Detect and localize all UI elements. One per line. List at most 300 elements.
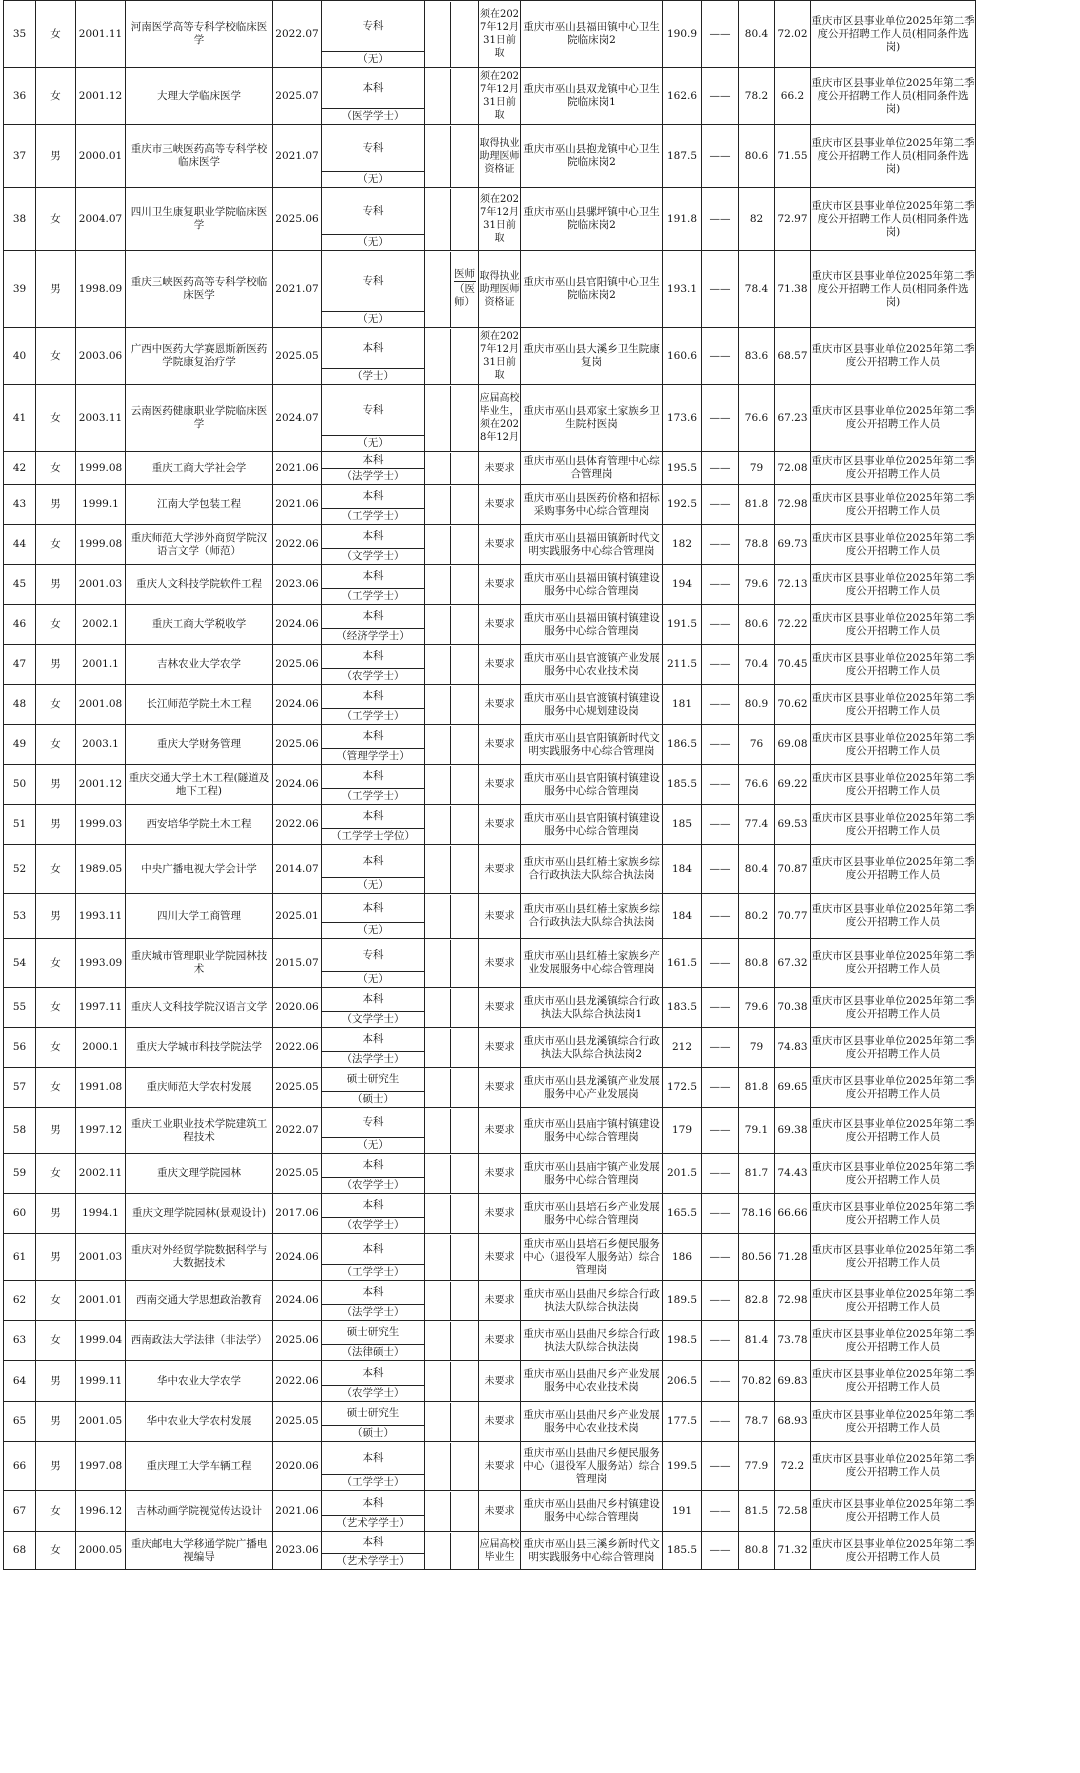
certificate-spacer bbox=[425, 126, 450, 187]
education-level: 专科 bbox=[362, 1116, 384, 1128]
col-education bbox=[322, 805, 425, 845]
col-grad-date: 2023.06 bbox=[273, 1532, 322, 1570]
certificate-spacer bbox=[425, 1533, 450, 1569]
col-interview-score: 79.1 bbox=[739, 1108, 775, 1154]
col-interview-score: 77.4 bbox=[739, 805, 775, 845]
col-certificate bbox=[425, 565, 479, 605]
col-certificate bbox=[425, 725, 479, 765]
certificate-wrap bbox=[425, 646, 478, 684]
col-education bbox=[322, 68, 425, 125]
col-education bbox=[322, 645, 425, 685]
col-interview-score: 79.6 bbox=[739, 565, 775, 605]
col-written-score: 185.5 bbox=[663, 765, 702, 805]
col-extra-score: —— bbox=[702, 1281, 739, 1321]
col-total-score: 72.02 bbox=[775, 1, 811, 68]
certificate-cell bbox=[450, 846, 478, 893]
col-remark: 重庆市区县事业单位2025年第二季度公开招聘工作人员 bbox=[811, 845, 976, 894]
col-certificate bbox=[425, 1154, 479, 1194]
degree: （管理学学士） bbox=[322, 748, 424, 764]
col-no: 41 bbox=[4, 385, 36, 452]
col-school-major: 长江师范学院土木工程 bbox=[126, 685, 273, 725]
col-remark: 重庆市区县事业单位2025年第二季度公开招聘工作人员 bbox=[811, 1491, 976, 1532]
col-remark: 重庆市区县事业单位2025年第二季度公开招聘工作人员 bbox=[811, 565, 976, 605]
col-note: 未要求 bbox=[479, 1234, 521, 1281]
degree: （农学学士） bbox=[322, 668, 424, 684]
certificate-wrap bbox=[425, 686, 478, 724]
col-written-score: 191.8 bbox=[663, 188, 702, 251]
degree: （硕士） bbox=[322, 1425, 424, 1441]
certificate-spacer bbox=[425, 940, 450, 987]
col-position: 重庆市巫山县官阳镇村镇建设服务中心综合管理岗 bbox=[521, 765, 663, 805]
col-total-score: 70.87 bbox=[775, 845, 811, 894]
education-level: 专科 bbox=[362, 274, 384, 287]
certificate-spacer bbox=[425, 2, 450, 67]
col-no: 37 bbox=[4, 125, 36, 188]
certificate-spacer bbox=[425, 1195, 450, 1233]
col-certificate bbox=[425, 1321, 479, 1361]
table-row bbox=[4, 68, 976, 125]
col-gender: 女 bbox=[36, 605, 76, 645]
certificate-wrap bbox=[425, 989, 478, 1027]
col-birth: 1989.05 bbox=[76, 845, 126, 894]
col-certificate bbox=[425, 939, 479, 988]
col-written-score: 212 bbox=[663, 1028, 702, 1068]
degree: （工学学士） bbox=[322, 588, 424, 604]
col-position: 重庆市巫山县官阳镇新时代文明实践服务中心综合管理岗 bbox=[521, 725, 663, 765]
col-education bbox=[322, 1194, 425, 1234]
col-written-score: 161.5 bbox=[663, 939, 702, 988]
col-note: 未要求 bbox=[479, 1194, 521, 1234]
col-interview-score: 80.8 bbox=[739, 939, 775, 988]
col-note: 未要求 bbox=[479, 1068, 521, 1108]
col-certificate bbox=[425, 1234, 479, 1281]
col-grad-date: 2025.05 bbox=[273, 1068, 322, 1108]
col-gender: 男 bbox=[36, 765, 76, 805]
degree: （无） bbox=[322, 922, 424, 938]
degree: （无） bbox=[322, 234, 424, 250]
col-total-score: 72.2 bbox=[775, 1442, 811, 1491]
col-no: 42 bbox=[4, 452, 36, 485]
col-extra-score: —— bbox=[702, 452, 739, 485]
table-row bbox=[4, 1402, 976, 1442]
col-grad-date: 2014.07 bbox=[273, 845, 322, 894]
col-note: 未要求 bbox=[479, 1108, 521, 1154]
col-extra-score: —— bbox=[702, 805, 739, 845]
col-birth: 2001.11 bbox=[76, 1, 126, 68]
table-row bbox=[4, 939, 976, 988]
col-remark: 重庆市区县事业单位2025年第二季度公开招聘工作人员 bbox=[811, 805, 976, 845]
col-birth: 1999.03 bbox=[76, 805, 126, 845]
col-certificate bbox=[425, 525, 479, 565]
degree: （学士） bbox=[322, 368, 424, 384]
col-grad-date: 2022.06 bbox=[273, 1361, 322, 1402]
col-position: 重庆市巫山县曲尺乡产业发展服务中心农业技术岗 bbox=[521, 1402, 663, 1442]
education-level: 本科 bbox=[362, 730, 384, 742]
col-remark: 重庆市区县事业单位2025年第二季度公开招聘工作人员 bbox=[811, 1068, 976, 1108]
education-level: 本科 bbox=[362, 1536, 384, 1548]
col-education bbox=[322, 251, 425, 328]
col-gender: 男 bbox=[36, 1442, 76, 1491]
col-extra-score: —— bbox=[702, 1194, 739, 1234]
col-note: 未要求 bbox=[479, 988, 521, 1028]
certificate-spacer bbox=[425, 1155, 450, 1193]
col-extra-score: —— bbox=[702, 1402, 739, 1442]
col-position: 重庆市巫山县三溪乡新时代文明实践服务中心综合管理岗 bbox=[521, 1532, 663, 1570]
col-total-score: 71.28 bbox=[775, 1234, 811, 1281]
col-interview-score: 78.2 bbox=[739, 68, 775, 125]
certificate-spacer bbox=[425, 1443, 450, 1490]
col-written-score: 160.6 bbox=[663, 328, 702, 385]
table-row bbox=[4, 645, 976, 685]
col-school-major: 江南大学包装工程 bbox=[126, 485, 273, 525]
education-level: 本科 bbox=[362, 1496, 384, 1509]
certificate-wrap bbox=[425, 806, 478, 844]
col-no: 60 bbox=[4, 1194, 36, 1234]
certificate-wrap bbox=[425, 606, 478, 644]
col-education bbox=[322, 894, 425, 939]
col-written-score: 194 bbox=[663, 565, 702, 605]
degree: （无） bbox=[322, 1137, 424, 1153]
col-total-score: 70.62 bbox=[775, 685, 811, 725]
certificate-wrap bbox=[425, 69, 478, 124]
col-birth: 2002.11 bbox=[76, 1154, 126, 1194]
col-gender: 女 bbox=[36, 1154, 76, 1194]
col-total-score: 71.38 bbox=[775, 251, 811, 328]
col-note: 未要求 bbox=[479, 452, 521, 485]
col-remark: 重庆市区县事业单位2025年第二季度公开招聘工作人员(相同条件选岗) bbox=[811, 1, 976, 68]
col-extra-score: —— bbox=[702, 605, 739, 645]
table-row bbox=[4, 1442, 976, 1491]
col-grad-date: 2024.06 bbox=[273, 1281, 322, 1321]
certificate-wrap bbox=[425, 1235, 478, 1280]
col-gender: 男 bbox=[36, 1108, 76, 1154]
certificate-spacer bbox=[425, 895, 450, 938]
education-level: 本科 bbox=[362, 1286, 384, 1298]
certificate-spacer bbox=[425, 1322, 450, 1360]
certificate-cell bbox=[450, 2, 478, 67]
col-no: 52 bbox=[4, 845, 36, 894]
table-row bbox=[4, 1532, 976, 1570]
education-level: 本科 bbox=[362, 1199, 384, 1211]
col-no: 36 bbox=[4, 68, 36, 125]
certificate-cell bbox=[450, 646, 478, 684]
col-total-score: 72.98 bbox=[775, 485, 811, 525]
col-extra-score: —— bbox=[702, 1154, 739, 1194]
col-total-score: 70.77 bbox=[775, 894, 811, 939]
degree: （工学学士） bbox=[322, 788, 424, 804]
col-remark: 重庆市区县事业单位2025年第二季度公开招聘工作人员 bbox=[811, 765, 976, 805]
col-school-major: 重庆文理学院园林 bbox=[126, 1154, 273, 1194]
col-note: 未要求 bbox=[479, 1491, 521, 1532]
col-grad-date: 2024.06 bbox=[273, 1234, 322, 1281]
col-note: 未要求 bbox=[479, 1402, 521, 1442]
col-written-score: 182 bbox=[663, 525, 702, 565]
col-extra-score: —— bbox=[702, 328, 739, 385]
col-birth: 2000.01 bbox=[76, 125, 126, 188]
col-birth: 1993.09 bbox=[76, 939, 126, 988]
col-certificate bbox=[425, 1532, 479, 1570]
col-written-score: 198.5 bbox=[663, 1321, 702, 1361]
col-grad-date: 2017.06 bbox=[273, 1194, 322, 1234]
col-remark: 重庆市区县事业单位2025年第二季度公开招聘工作人员 bbox=[811, 525, 976, 565]
col-grad-date: 2025.06 bbox=[273, 645, 322, 685]
col-birth: 2001.08 bbox=[76, 685, 126, 725]
table-row bbox=[4, 1361, 976, 1402]
col-certificate bbox=[425, 685, 479, 725]
education-level: 本科 bbox=[362, 1159, 384, 1171]
col-remark: 重庆市区县事业单位2025年第二季度公开招聘工作人员 bbox=[811, 385, 976, 452]
table-row bbox=[4, 125, 976, 188]
col-position: 重庆市巫山县官渡镇产业发展服务中心农业技术岗 bbox=[521, 645, 663, 685]
col-remark: 重庆市区县事业单位2025年第二季度公开招聘工作人员(相同条件选岗) bbox=[811, 188, 976, 251]
certificate-wrap bbox=[425, 126, 478, 187]
degree: （医学学士） bbox=[322, 108, 424, 124]
col-certificate bbox=[425, 125, 479, 188]
education-level: 本科 bbox=[362, 1451, 384, 1464]
col-written-score: 199.5 bbox=[663, 1442, 702, 1491]
col-gender: 女 bbox=[36, 1532, 76, 1570]
col-birth: 2003.06 bbox=[76, 328, 126, 385]
col-gender: 女 bbox=[36, 1, 76, 68]
col-note: 未要求 bbox=[479, 605, 521, 645]
col-written-score: 162.6 bbox=[663, 68, 702, 125]
col-education bbox=[322, 725, 425, 765]
col-written-score: 185.5 bbox=[663, 1532, 702, 1570]
col-written-score: 177.5 bbox=[663, 1402, 702, 1442]
col-education bbox=[322, 188, 425, 251]
col-certificate bbox=[425, 1, 479, 68]
col-gender: 女 bbox=[36, 525, 76, 565]
certificate-wrap bbox=[425, 940, 478, 987]
table-row bbox=[4, 765, 976, 805]
col-no: 51 bbox=[4, 805, 36, 845]
table-body bbox=[4, 1, 976, 1570]
col-extra-score: —— bbox=[702, 1028, 739, 1068]
col-note: 未要求 bbox=[479, 894, 521, 939]
col-written-score: 195.5 bbox=[663, 452, 702, 485]
degree: （工学学士） bbox=[322, 508, 424, 524]
col-birth: 1997.11 bbox=[76, 988, 126, 1028]
col-position: 重庆市巫山县大溪乡卫生院康复岗 bbox=[521, 328, 663, 385]
col-written-score: 187.5 bbox=[663, 125, 702, 188]
col-no: 67 bbox=[4, 1491, 36, 1532]
col-gender: 女 bbox=[36, 939, 76, 988]
col-total-score: 73.78 bbox=[775, 1321, 811, 1361]
table-row bbox=[4, 1194, 976, 1234]
col-grad-date: 2024.06 bbox=[273, 685, 322, 725]
certificate-spacer bbox=[425, 646, 450, 684]
certificate-spacer bbox=[425, 453, 450, 484]
certificate-cell bbox=[450, 1282, 478, 1320]
col-school-major: 重庆工商大学税收学 bbox=[126, 605, 273, 645]
col-grad-date: 2025.05 bbox=[273, 1402, 322, 1442]
col-grad-date: 2025.06 bbox=[273, 188, 322, 251]
certificate-cell bbox=[450, 1322, 478, 1360]
col-remark: 重庆市区县事业单位2025年第二季度公开招聘工作人员 bbox=[811, 1532, 976, 1570]
table-row bbox=[4, 988, 976, 1028]
col-no: 38 bbox=[4, 188, 36, 251]
col-certificate bbox=[425, 1068, 479, 1108]
col-extra-score: —— bbox=[702, 1, 739, 68]
col-total-score: 74.43 bbox=[775, 1154, 811, 1194]
col-remark: 重庆市区县事业单位2025年第二季度公开招聘工作人员 bbox=[811, 1234, 976, 1281]
col-education bbox=[322, 1491, 425, 1532]
col-position: 重庆市巫山县福田镇村镇建设服务中心综合管理岗 bbox=[521, 605, 663, 645]
table-row bbox=[4, 525, 976, 565]
col-no: 61 bbox=[4, 1234, 36, 1281]
col-birth: 2003.11 bbox=[76, 385, 126, 452]
col-extra-score: —— bbox=[702, 845, 739, 894]
col-total-score: 71.55 bbox=[775, 125, 811, 188]
col-position: 重庆市巫山县曲尺乡综合行政执法大队综合执法岗 bbox=[521, 1281, 663, 1321]
col-grad-date: 2022.07 bbox=[273, 1108, 322, 1154]
col-total-score: 69.65 bbox=[775, 1068, 811, 1108]
col-extra-score: —— bbox=[702, 1321, 739, 1361]
col-education bbox=[322, 1068, 425, 1108]
col-gender: 女 bbox=[36, 452, 76, 485]
col-no: 54 bbox=[4, 939, 36, 988]
col-extra-score: —— bbox=[702, 894, 739, 939]
col-school-major: 重庆人文科技学院汉语言文学 bbox=[126, 988, 273, 1028]
col-written-score: 189.5 bbox=[663, 1281, 702, 1321]
col-position: 重庆市巫山县曲尺乡产业发展服务中心农业技术岗 bbox=[521, 1361, 663, 1402]
education-level: 专科 bbox=[362, 403, 384, 416]
certificate-spacer bbox=[425, 252, 450, 327]
col-certificate bbox=[425, 485, 479, 525]
degree: （农学学士） bbox=[322, 1217, 424, 1233]
col-education bbox=[322, 485, 425, 525]
col-birth: 1998.09 bbox=[76, 251, 126, 328]
certificate-cell bbox=[450, 1362, 478, 1401]
certificate-wrap bbox=[425, 1443, 478, 1490]
certificate-cell bbox=[450, 189, 478, 250]
col-interview-score: 80.8 bbox=[739, 1532, 775, 1570]
col-extra-score: —— bbox=[702, 765, 739, 805]
col-certificate bbox=[425, 605, 479, 645]
col-no: 50 bbox=[4, 765, 36, 805]
col-certificate bbox=[425, 1108, 479, 1154]
education-level: 本科 bbox=[362, 1366, 384, 1379]
col-grad-date: 2025.05 bbox=[273, 328, 322, 385]
degree: （文学学士） bbox=[322, 548, 424, 564]
certificate-cell bbox=[450, 329, 478, 384]
col-note: 未要求 bbox=[479, 685, 521, 725]
col-education bbox=[322, 1154, 425, 1194]
education-level: 本科 bbox=[362, 610, 384, 622]
certificate-cell bbox=[450, 1029, 478, 1067]
col-gender: 女 bbox=[36, 188, 76, 251]
certificate-wrap bbox=[425, 1109, 478, 1153]
col-gender: 男 bbox=[36, 645, 76, 685]
col-total-score: 72.22 bbox=[775, 605, 811, 645]
col-no: 64 bbox=[4, 1361, 36, 1402]
col-total-score: 66.2 bbox=[775, 68, 811, 125]
col-position: 重庆市巫山县官渡镇村镇建设服务中心规划建设岗 bbox=[521, 685, 663, 725]
col-school-major: 四川卫生康复职业学院临床医学 bbox=[126, 188, 273, 251]
col-grad-date: 2023.06 bbox=[273, 565, 322, 605]
degree: （工学学士学位） bbox=[322, 828, 424, 844]
col-education bbox=[322, 1234, 425, 1281]
col-total-score: 67.32 bbox=[775, 939, 811, 988]
col-position: 重庆市巫山县骡坪镇中心卫生院临床岗2 bbox=[521, 188, 663, 251]
degree: （法律硕士） bbox=[322, 1344, 424, 1360]
col-gender: 女 bbox=[36, 385, 76, 452]
education-level: 本科 bbox=[362, 650, 384, 662]
col-note: 未要求 bbox=[479, 1154, 521, 1194]
col-certificate bbox=[425, 1402, 479, 1442]
table-row bbox=[4, 1, 976, 68]
col-no: 58 bbox=[4, 1108, 36, 1154]
col-remark: 重庆市区县事业单位2025年第二季度公开招聘工作人员 bbox=[811, 988, 976, 1028]
table-row bbox=[4, 1068, 976, 1108]
col-gender: 女 bbox=[36, 1068, 76, 1108]
degree: （文学学士） bbox=[322, 1011, 424, 1027]
col-interview-score: 81.4 bbox=[739, 1321, 775, 1361]
col-school-major: 西安培华学院土木工程 bbox=[126, 805, 273, 845]
col-education bbox=[322, 845, 425, 894]
education-level: 本科 bbox=[362, 341, 384, 354]
col-grad-date: 2024.06 bbox=[273, 765, 322, 805]
col-written-score: 183.5 bbox=[663, 988, 702, 1028]
col-interview-score: 79.6 bbox=[739, 988, 775, 1028]
col-remark: 重庆市区县事业单位2025年第二季度公开招聘工作人员 bbox=[811, 1402, 976, 1442]
table-row bbox=[4, 605, 976, 645]
col-extra-score: —— bbox=[702, 188, 739, 251]
certificate-wrap bbox=[425, 1155, 478, 1193]
col-birth: 2002.1 bbox=[76, 605, 126, 645]
col-note: 未要求 bbox=[479, 1281, 521, 1321]
certificate-wrap bbox=[425, 1029, 478, 1067]
certificate-spacer bbox=[425, 846, 450, 893]
col-gender: 女 bbox=[36, 1321, 76, 1361]
col-grad-date: 2021.06 bbox=[273, 452, 322, 485]
col-total-score: 69.22 bbox=[775, 765, 811, 805]
certificate-cell bbox=[450, 1155, 478, 1193]
col-interview-score: 80.6 bbox=[739, 605, 775, 645]
col-position: 重庆市巫山县官阳镇村镇建设服务中心综合管理岗 bbox=[521, 805, 663, 845]
col-school-major: 吉林农业大学农学 bbox=[126, 645, 273, 685]
certificate-spacer bbox=[425, 1492, 450, 1531]
col-position: 重庆市巫山县体育管理中心综合管理岗 bbox=[521, 452, 663, 485]
certificate-cell bbox=[450, 1069, 478, 1107]
col-written-score: 184 bbox=[663, 894, 702, 939]
col-education bbox=[322, 685, 425, 725]
table-row bbox=[4, 845, 976, 894]
col-interview-score: 78.16 bbox=[739, 1194, 775, 1234]
col-grad-date: 2022.07 bbox=[273, 1, 322, 68]
degree: （无） bbox=[322, 877, 424, 893]
certificate-sub: （医师） bbox=[454, 283, 475, 308]
col-note: 未要求 bbox=[479, 1442, 521, 1491]
col-note: 取得执业助理医师资格证 bbox=[479, 125, 521, 188]
certificate-cell bbox=[450, 1109, 478, 1153]
col-grad-date: 2025.01 bbox=[273, 894, 322, 939]
col-note: 须在2027年12月31日前取 bbox=[479, 1, 521, 68]
col-birth: 2001.03 bbox=[76, 1234, 126, 1281]
certificate-wrap bbox=[425, 846, 478, 893]
col-no: 53 bbox=[4, 894, 36, 939]
col-school-major: 重庆理工大学车辆工程 bbox=[126, 1442, 273, 1491]
col-birth: 2001.1 bbox=[76, 645, 126, 685]
col-position: 重庆市巫山县双龙镇中心卫生院临床岗1 bbox=[521, 68, 663, 125]
degree: （无） bbox=[322, 171, 424, 187]
col-extra-score: —— bbox=[702, 485, 739, 525]
education-level: 专科 bbox=[362, 204, 384, 217]
col-certificate bbox=[425, 765, 479, 805]
certificate-spacer bbox=[425, 1069, 450, 1107]
col-school-major: 重庆大学城市科技学院法学 bbox=[126, 1028, 273, 1068]
col-education bbox=[322, 125, 425, 188]
